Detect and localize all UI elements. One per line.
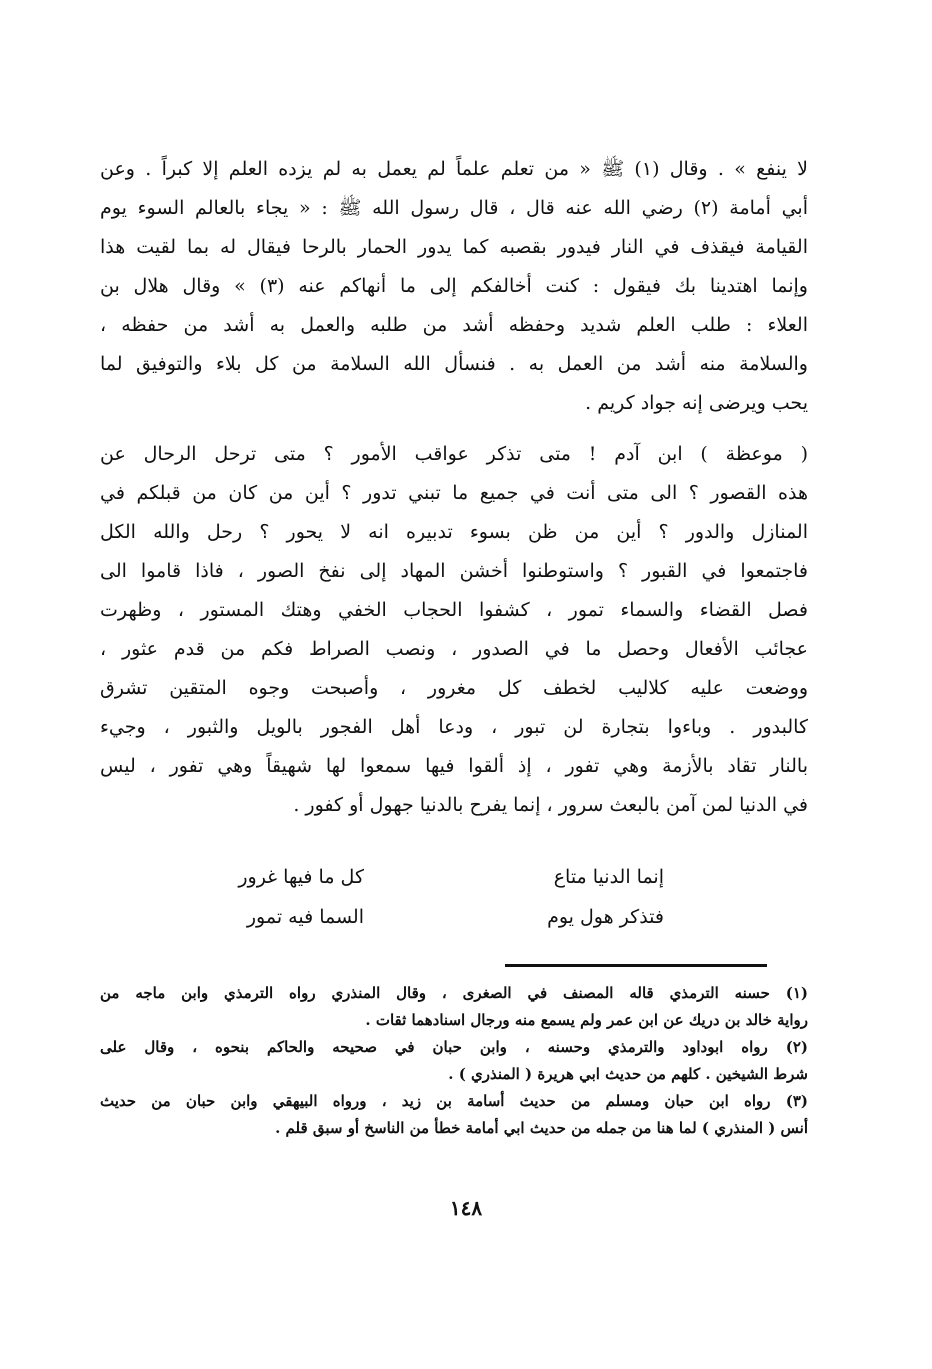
paragraph-sermon [100,435,808,825]
text-line: كالبدور . وباءوا بتجارة لن تبور ، ودعا أهل الفجور بالويل والثبور ، وجيء [100,716,808,738]
text-line: فاجتمعوا في القبور ؟ واستوطنوا أخشن المهاد إلى نفخ الصور ، فاذا قاموا الى [100,560,808,582]
text-line: في الدنيا لمن آمن بالبعث سرور ، إنما يفرح بالدنيا جهول أو كفور . [293,794,808,816]
footnotes [100,980,808,1142]
verse-right-hemistich: إنما الدنيا متاع [553,866,664,888]
text-line: هذه القصور ؟ الى متى أنت في جميع ما تبني تدور ؟ أين من كان من قبلكم في [100,482,808,504]
footnote-line: أنس ( المنذري ) لما هنا من جمله من حديث ابي أمامة خطأ من الناسخ أو سبق قلم . [275,1119,808,1137]
verse-right-hemistich: فتذكر هول يوم [547,906,664,928]
text-line: العلاء : طلب العلم شديد وحفظه أشد من طلبه والعمل به أشد من حفظه ، [100,314,808,336]
main-text [100,150,808,825]
footnote-line: (٣) رواه ابن حبان ومسلم من حديث أسامة بن زيد ، ورواه البيهقي وابن حبان من حديث [100,1092,808,1110]
text-line: القيامة فيقذف في النار فيدور بقصبه كما يدور الحمار بالرحا فيقال له بما لقيت هذا [100,236,808,258]
text-line: عجائب الأفعال وحصل ما في الصدور ، ونصب الصراط فكم من قدم عثور ، [100,638,808,660]
text-line: ( موعظة ) ابن آدم ! متى تذكر عواقب الأمور ؟ متى ترحل الرحال عن [100,443,808,465]
text-line: أبي أمامة (٢) رضي الله عنه قال ، قال رسول الله ﷺ : « يجاء بالعالم السوء يوم [100,197,808,219]
text-line: بالنار تقاد بالأزمة وهي تفور ، إذ ألقوا فيها سمعوا لها شهيقاً وهي تفور ، ليس [100,755,808,777]
footnote-line: شرط الشيخين . كلهم من حديث ابي هريرة ( المنذري ) . [448,1065,808,1083]
footnote-line: (١) حسنه الترمذي قاله المصنف في الصغرى ، وقال المنذري رواه الترمذي وابن ماجه من [100,984,808,1002]
text-line: والسلامة منه أشد من العمل به . فنسأل الله السلامة من كل بلاء والتوفيق لما [100,353,808,375]
text-line: يحب ويرضى إنه جواد كريم . [585,392,808,414]
text-line: المنازل والدور ؟ أين من ظن بسوء تدبيره انه لا يحور ؟ رحل والله الكل [100,521,808,543]
page-number: ١٤٨ [449,1196,483,1220]
verse-left-hemistich: كل ما فيها غرور [238,866,364,888]
verse-left-hemistich: السما فيه تمور [246,906,364,928]
text-line: لا ينفع » . وقال (١) ﷺ « من تعلم علماً لم يعمل به لم يزده العلم إلا كبراً . وعن [100,158,808,180]
text-line: فصل القضاء والسماء تمور ، كشفوا الحجاب الخفي وهتك المستور ، وظهرت [100,599,808,621]
paragraph-hadith [100,150,808,423]
footnote-divider [505,964,767,967]
footnote-line: رواية خالد بن دريك عن ابن عمر ولم يسمع منه ورجال اسنادهما ثقات . [365,1011,808,1029]
text-line: وإنما اهتدينا بك فيقول : كنت أخالفكم إلى ما أنهاكم عنه (٣) » وقال هلال بن [100,275,808,297]
footnote-line: (٢) رواه ابوداود والترمذي وحسنه ، وابن حبان في صحيحه والحاكم بنحوه ، وقال على [100,1038,808,1056]
text-line: ووضعت عليه كلاليب لخطف كل مغرور ، وأصبحت وجوه المتقين تشرق [100,677,808,699]
